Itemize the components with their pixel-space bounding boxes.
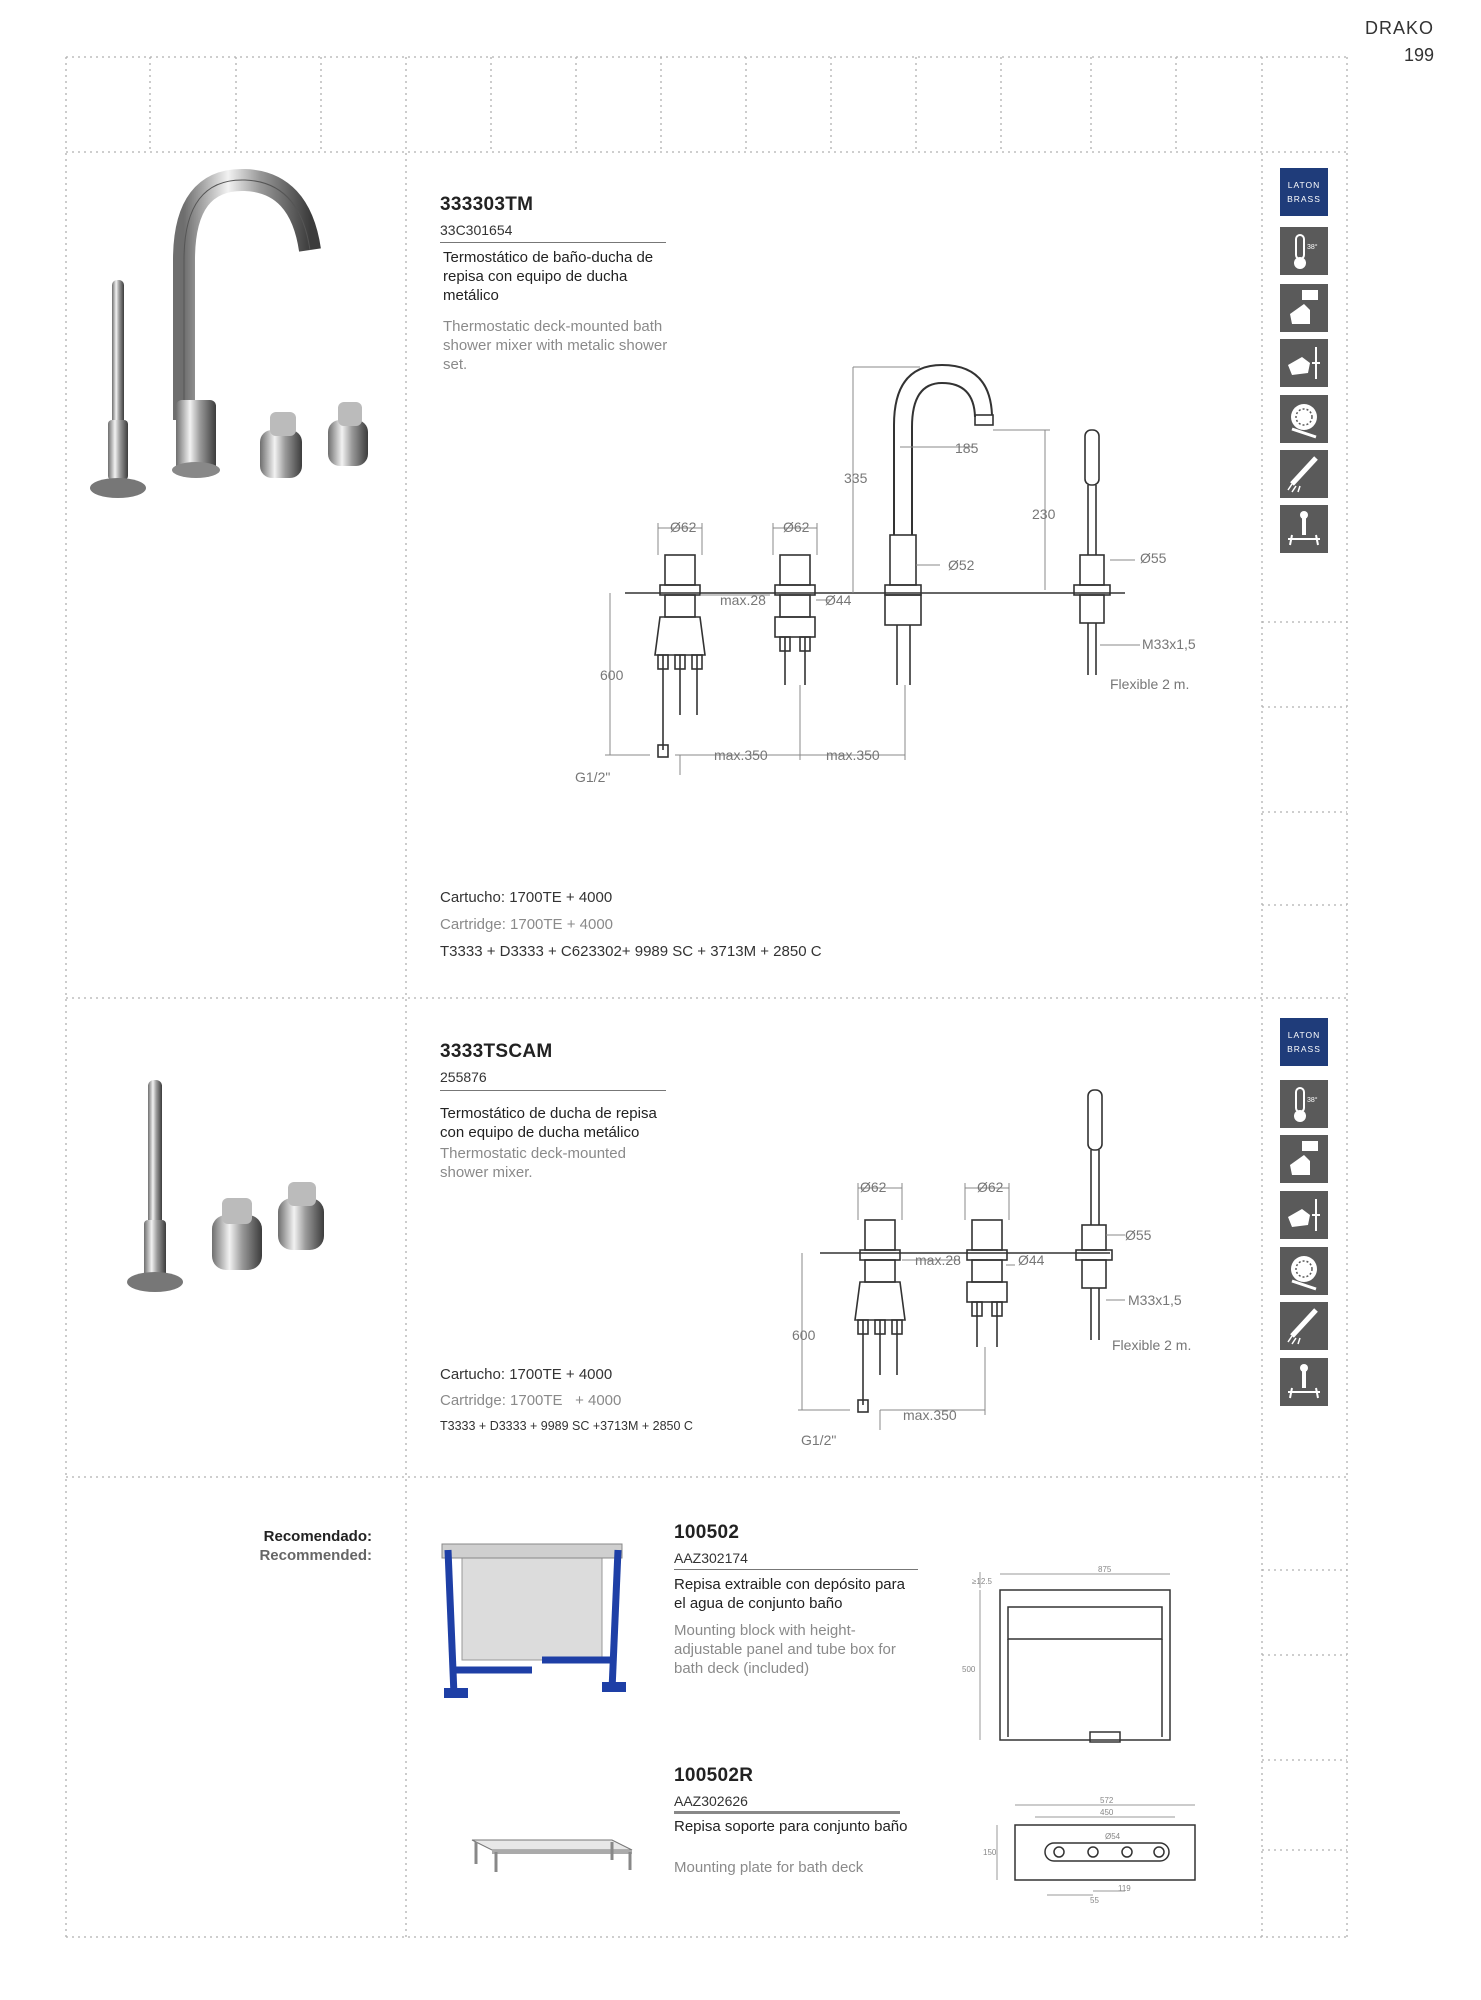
recommended2-drawing xyxy=(975,1795,1215,1910)
recommended2-photo xyxy=(462,1820,642,1880)
dim-d44: Ø44 xyxy=(825,592,852,608)
recommended2-desc-es: Repisa soporte para conjunto baño xyxy=(674,1818,908,1835)
product1-photo xyxy=(80,170,400,510)
aerator-icon xyxy=(1280,1247,1328,1295)
recommended2-code: 100502R xyxy=(674,1765,754,1786)
dim-max350b: max.350 xyxy=(826,747,880,763)
svg-text:38°: 38° xyxy=(1307,244,1318,251)
product1-desc-en: Thermostatic deck-mounted bath shower mixer with metalic shower set. xyxy=(443,318,668,373)
deck-mount-icon xyxy=(1280,1358,1328,1406)
recommended1-rule xyxy=(674,1569,918,1570)
product1-cartridge-en: Cartridge: 1700TE + 4000 xyxy=(440,916,614,933)
dim-flex: Flexible 2 m. xyxy=(1110,676,1190,692)
p2-dim-m33: M33x1,5 xyxy=(1128,1292,1182,1308)
thermostat-38-icon xyxy=(1280,227,1328,275)
product2-ref: 255876 xyxy=(440,1069,487,1085)
product1-code: 333303TM xyxy=(440,194,534,215)
product1-parts: T3333 + D3333 + C623302+ 9989 SC + 3713M + 2850 C xyxy=(440,943,822,960)
r2-dim-w119: 119 xyxy=(1118,1884,1131,1893)
p2-dim-flex: Flexible 2 m. xyxy=(1112,1337,1192,1353)
recommended1-code: 100502 xyxy=(674,1522,740,1543)
shower-spray-icon xyxy=(1280,450,1328,498)
r2-dim-w55: 55 xyxy=(1090,1896,1099,1905)
product1-rule xyxy=(440,242,666,243)
product1-cartridge-es: Cartucho: 1700TE + 4000 xyxy=(440,889,613,906)
recommended2-ref: AAZ302626 xyxy=(674,1793,748,1809)
hand-temperature-icon xyxy=(1280,1191,1328,1239)
hand-temperature-icon xyxy=(1280,339,1328,387)
p2-dim-max28: max.28 xyxy=(915,1252,961,1268)
product2-cartridge-es: Cartucho: 1700TE + 4000 xyxy=(440,1366,613,1383)
r1-dim-w875: 875 xyxy=(1098,1565,1112,1574)
hand-tap-icon xyxy=(1280,284,1328,332)
product2-cartridge-en: Cartridge: 1700TE + 4000 xyxy=(440,1392,622,1409)
product1-desc-es: Termostático de baño-ducha de repisa con equipo de ducha metálico xyxy=(443,249,654,304)
product2-parts: T3333 + D3333 + 9989 SC +3713M + 2850 C xyxy=(440,1419,693,1433)
r2-dim-w572: 572 xyxy=(1100,1796,1114,1805)
brand-name: DRAKO xyxy=(1364,18,1434,38)
dim-h230: 230 xyxy=(1032,506,1056,522)
product2-code: 3333TSCAM xyxy=(440,1041,553,1062)
dim-d52: Ø52 xyxy=(948,557,975,573)
brass-icon: LATON BRASS xyxy=(1280,168,1328,216)
product2-technical-drawing xyxy=(790,1085,1220,1455)
recommended1-desc-en: Mounting block with height-adjustable panel and tube box for bath deck (included) xyxy=(674,1622,896,1677)
recommended2-rule xyxy=(674,1811,900,1814)
product2-rule xyxy=(440,1090,666,1091)
r2-dim-h150: 150 xyxy=(983,1848,997,1857)
r1-dim-d125: ≥12.5 xyxy=(972,1577,992,1586)
dim-d62b: Ø62 xyxy=(783,519,810,535)
p2-dim-h600: 600 xyxy=(792,1327,816,1343)
deck-mount-icon xyxy=(1280,505,1328,553)
hand-tap-icon xyxy=(1280,1135,1328,1183)
recommended1-photo xyxy=(432,1530,632,1705)
product2-desc-en: Thermostatic deck-mounted shower mixer. xyxy=(440,1145,626,1181)
product1-ref: 33C301654 xyxy=(440,222,513,238)
dim-w185: 185 xyxy=(955,440,979,456)
dim-d62a: Ø62 xyxy=(670,519,697,535)
dim-max350a: max.350 xyxy=(714,747,768,763)
shower-spray-icon xyxy=(1280,1302,1328,1350)
product2-desc-es: Termostático de ducha de repisa con equipo de ducha metálico xyxy=(440,1105,657,1141)
recommended1-desc-es: Repisa extraible con depósito para el agua de conjunto baño xyxy=(674,1576,905,1612)
svg-text:38°: 38° xyxy=(1307,1097,1318,1104)
aerator-icon xyxy=(1280,395,1328,443)
dim-h600: 600 xyxy=(600,667,624,683)
p2-dim-d62b: Ø62 xyxy=(977,1179,1004,1195)
p2-dim-g12: G1/2" xyxy=(801,1432,837,1448)
dim-g12: G1/2" xyxy=(575,769,611,785)
recommended1-ref: AAZ302174 xyxy=(674,1550,748,1566)
p2-dim-d62a: Ø62 xyxy=(860,1179,887,1195)
r1-dim-h500: 500 xyxy=(962,1665,976,1674)
dim-m33: M33x1,5 xyxy=(1142,636,1196,652)
p2-dim-d55: Ø55 xyxy=(1125,1227,1152,1243)
thermostat-38-icon xyxy=(1280,1080,1328,1128)
dim-d55: Ø55 xyxy=(1140,550,1167,566)
recommended2-desc-en: Mounting plate for bath deck xyxy=(674,1859,864,1876)
product1-technical-drawing xyxy=(575,355,1220,795)
dim-h335: 335 xyxy=(844,470,868,486)
page-number: 199 xyxy=(1403,45,1434,65)
recommended1-drawing xyxy=(960,1562,1220,1762)
p2-dim-max350: max.350 xyxy=(903,1407,957,1423)
recommended-label: Recomendado: Recommended: xyxy=(259,1528,372,1564)
brass-icon: LATON BRASS xyxy=(1280,1018,1328,1066)
dim-max28: max.28 xyxy=(720,592,766,608)
p2-dim-d44: Ø44 xyxy=(1018,1252,1045,1268)
product2-photo xyxy=(100,1070,370,1320)
r2-dim-d54: Ø54 xyxy=(1105,1832,1121,1841)
r2-dim-w450: 450 xyxy=(1100,1808,1114,1817)
